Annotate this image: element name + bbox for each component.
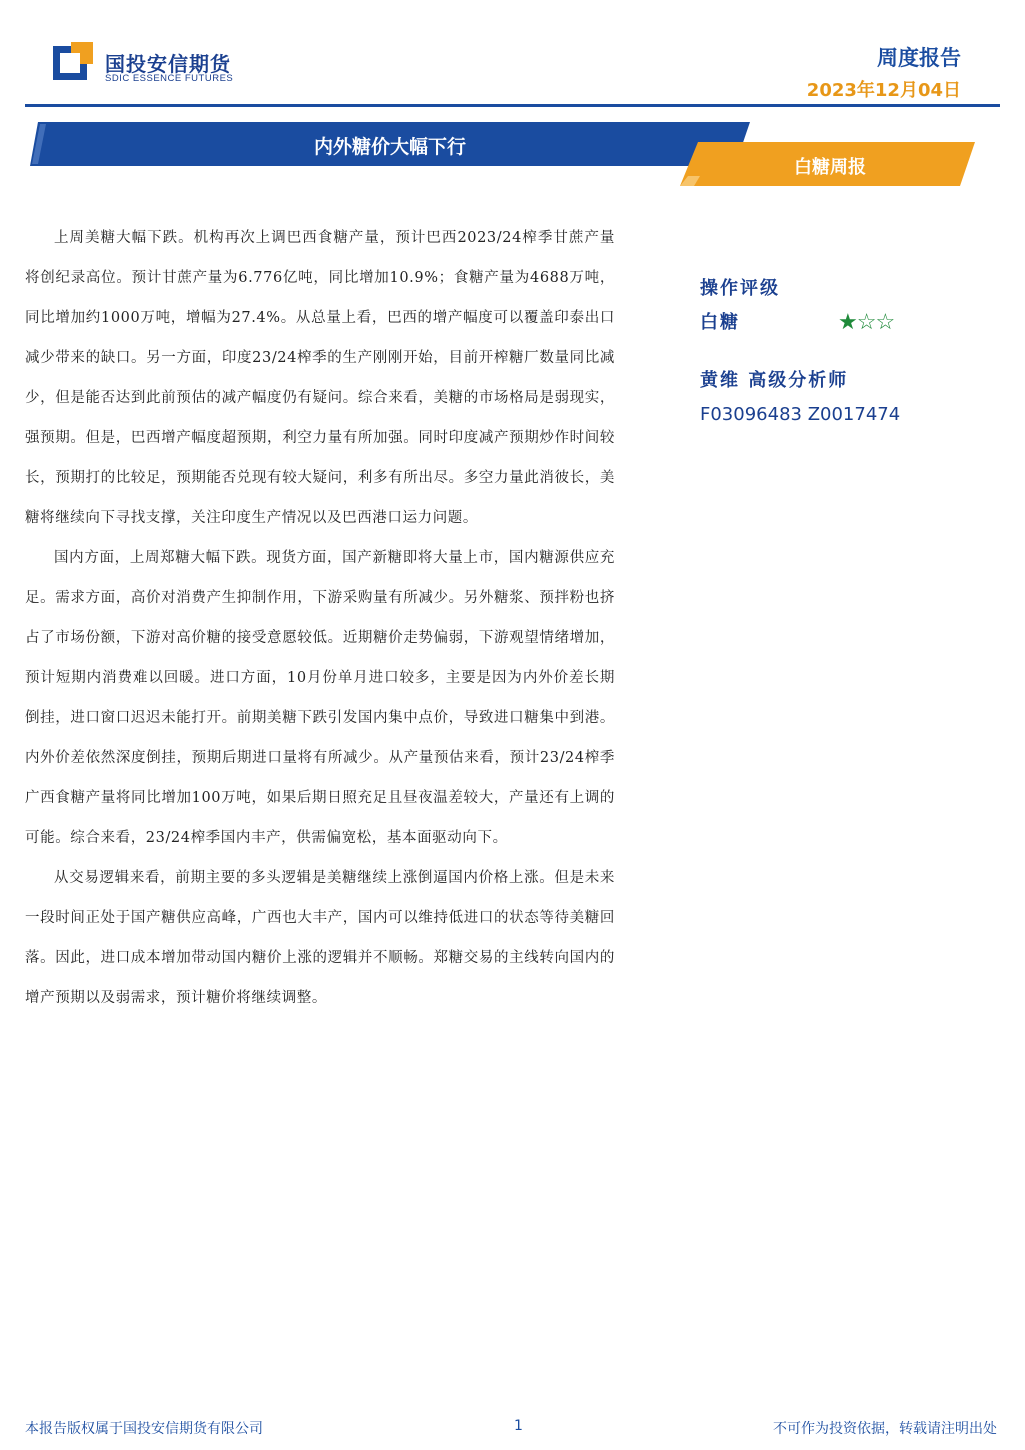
banner-title: 内外糖价大幅下行	[313, 136, 466, 158]
company-logo	[53, 42, 243, 90]
footer-disclaimer: 不可作为投资依据，转载请注明出处	[773, 1421, 997, 1437]
banner-tag: 白糖周报	[794, 157, 866, 178]
report-body	[25, 218, 615, 1018]
logo-mark-icon	[53, 42, 93, 82]
sidebar	[700, 272, 940, 432]
logo-chinese-name: 国投安信期货	[105, 52, 231, 76]
report-date: 2023年12月04日	[806, 80, 961, 101]
rating-heading: 操作评级	[700, 278, 780, 299]
rating-row	[700, 306, 940, 340]
paragraph-domestic: 国内方面，上周郑糖大幅下跌。现货方面，国产新糖即将大量上市，国内糖源供应充足。需求方面，高价对消费产生抑制作用，下游采购量有所减少。另外糖浆、预拌粉也挤占了市场份额，下游对高价糖的接受意愿较低。近期糖价走势偏弱，下游观望情绪增加，预计短期内消费难以回暖。进口方面，10月份单月进口较多，主要是因为内外价差长期倒挂，进口窗口迟迟未能打开。前期美糖下跌引发国内集中点价，导致进口糖集中到港。内外价差依然深度倒挂，预期后期进口量将有所减少。从产量预估来看，预计23/24榨季广西食糖产量将同比增加100万吨，如果后期日照充足且昼夜温差较大，产量还有上调的可能。综合来看，23/24榨季国内丰产，供需偏宽松，基本面驱动向下。	[25, 550, 615, 846]
header-divider	[25, 104, 1000, 107]
paragraph-trading-logic: 从交易逻辑来看，前期主要的多头逻辑是美糖继续上涨倒逼国内价格上涨。但是未来一段时间正处于国产糖供应高峰，广西也大丰产，国内可以维持低进口的状态等待美糖回落。因此，进口成本增加带动国内糖价上涨的逻辑并不顺畅。郑糖交易的主线转向国内的增产预期以及弱需求，预计糖价将继续调整。	[25, 870, 615, 1006]
analyst-name: 黄维 高级分析师	[700, 370, 849, 391]
paragraph-international: 上周美糖大幅下跌。机构再次上调巴西食糖产量，预计巴西2023/24榨季甘蔗产量将创纪录高位。预计甘蔗产量为6.776亿吨，同比增加10.9%；食糖产量为4688万吨，同比增加约1000万吨，增幅为27.4%。从总量上看，巴西的增产幅度可以覆盖印泰出口减少带来的缺口。另一方面，印度23/24榨季的生产刚刚开始，目前开榨糖厂数量同比减少，但是能否达到此前预估的减产幅度仍有疑问。综合来看，美糖的市场格局是弱现实，强预期。但是，巴西增产幅度超预期，利空力量有所加强。同时印度减产预期炒作时间较长，预期打的比较足，预期能否兑现有较大疑问，利多有所出尽。多空力量此消彼长，美糖将继续向下寻找支撑，关注印度生产情况以及巴西港口运力问题。	[25, 230, 615, 526]
page-number: 1	[514, 1418, 523, 1434]
logo-english-name: SDIC ESSENCE FUTURES	[105, 73, 234, 84]
star-rating-icon: ★☆☆	[838, 310, 895, 335]
rating-label: 白糖	[700, 312, 740, 333]
footer-copyright: 本报告版权属于国投安信期货有限公司	[25, 1421, 263, 1437]
report-type: 周度报告	[877, 46, 961, 70]
analyst-codes: F03096483 Z0017474	[700, 404, 901, 425]
